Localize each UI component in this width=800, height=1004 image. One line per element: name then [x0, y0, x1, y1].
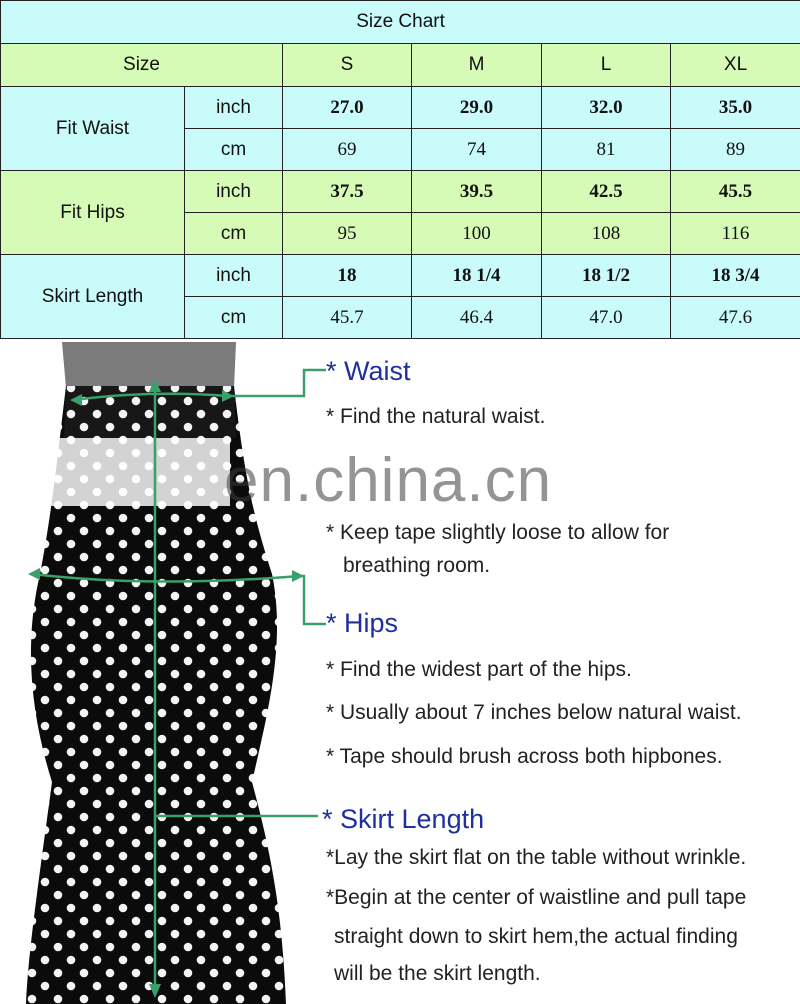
table-cell: 39.5	[412, 171, 542, 213]
length-tip-1: *Lay the skirt flat on the table without wrinkle.	[326, 846, 747, 869]
table-cell: 35.0	[671, 87, 800, 129]
unit-label: cm	[185, 213, 283, 255]
size-table	[0, 0, 800, 339]
length-tip-2: *Begin at the center of waistline and pull tape	[326, 886, 747, 909]
table-row	[1, 171, 800, 213]
table-cell: 29.0	[412, 87, 542, 129]
unit-label: cm	[185, 297, 283, 339]
length-tip-3: straight down to skirt hem,the actual finding	[334, 925, 738, 948]
size-m: M	[412, 44, 542, 87]
table-cell: 81	[542, 129, 671, 171]
table-cell: 45.5	[671, 171, 800, 213]
table-cell: 45.7	[283, 297, 412, 339]
table-cell: 95	[283, 213, 412, 255]
unit-label: inch	[185, 255, 283, 297]
table-row	[1, 255, 800, 297]
table-cell: 89	[671, 129, 800, 171]
table-cell: 74	[412, 129, 542, 171]
table-cell: 18	[283, 255, 412, 297]
waist-tip-3: breathing room.	[343, 554, 491, 577]
table-cell: 27.0	[283, 87, 412, 129]
hips-heading: * Hips	[326, 608, 399, 638]
size-header: Size	[1, 44, 283, 87]
table-cell: 18 1/2	[542, 255, 671, 297]
unit-label: cm	[185, 129, 283, 171]
table-cell: 100	[412, 213, 542, 255]
table-row	[1, 87, 800, 129]
hips-tip-2: * Usually about 7 inches below natural waist.	[326, 701, 742, 724]
table-cell: 69	[283, 129, 412, 171]
unit-label: inch	[185, 87, 283, 129]
table-cell: 32.0	[542, 87, 671, 129]
grey-top	[62, 342, 236, 388]
hips-tip-3: * Tape should brush across both hipbones.	[326, 745, 723, 768]
length-title: Skirt Length	[340, 804, 485, 834]
waist-title: Waist	[344, 356, 411, 386]
waist-tip-1: * Find the natural waist.	[326, 405, 546, 428]
hips-tip-1: * Find the widest part of the hips.	[326, 658, 632, 681]
table-cell: 18 3/4	[671, 255, 800, 297]
row-label-hips: Fit Hips	[1, 171, 185, 255]
table-cell: 108	[542, 213, 671, 255]
length-heading: * Skirt Length	[322, 804, 485, 834]
unit-label: inch	[185, 171, 283, 213]
table-cell: 116	[671, 213, 800, 255]
table-cell: 18 1/4	[412, 255, 542, 297]
row-label-length: Skirt Length	[1, 255, 185, 339]
waist-tip-2: * Keep tape slightly loose to allow for	[326, 521, 670, 544]
table-cell: 47.6	[671, 297, 800, 339]
measurement-guide	[0, 342, 800, 1004]
row-label-waist: Fit Waist	[1, 87, 185, 171]
table-title: Size Chart	[1, 1, 800, 44]
size-s: S	[283, 44, 412, 87]
size-chart-table	[0, 0, 800, 342]
hips-title: Hips	[344, 608, 399, 638]
size-xl: XL	[671, 44, 800, 87]
size-l: L	[542, 44, 671, 87]
table-cell: 46.4	[412, 297, 542, 339]
watermark-text: en.china.cn	[224, 446, 553, 515]
length-tip-4: will be the skirt length.	[334, 962, 541, 985]
table-cell: 42.5	[542, 171, 671, 213]
table-cell: 37.5	[283, 171, 412, 213]
waist-heading: * Waist	[326, 356, 411, 386]
table-cell: 47.0	[542, 297, 671, 339]
